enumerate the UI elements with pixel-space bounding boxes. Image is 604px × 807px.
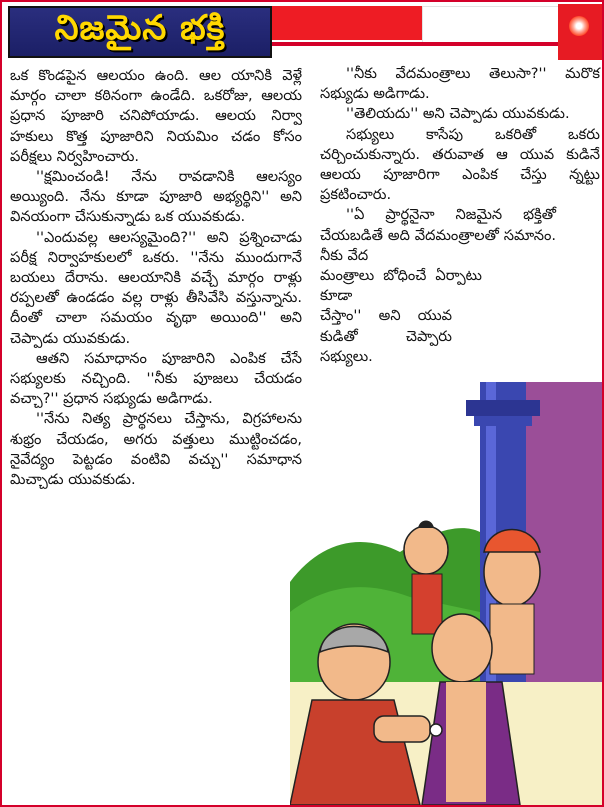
temple-illustration bbox=[290, 382, 602, 805]
left-column bbox=[10, 66, 302, 490]
right-column bbox=[320, 64, 600, 367]
paragraph: ''తెలియదు'' అని చెప్పాడు యువకుడు. bbox=[346, 105, 570, 123]
white-top-panel bbox=[422, 6, 560, 46]
sun-icon bbox=[569, 16, 589, 36]
corner-ornament bbox=[558, 4, 602, 60]
red-top-strip bbox=[272, 6, 422, 40]
paragraph: ఆతని సమాధానం పూజారిని ఎంపిక చేసే సభ్యులకు నచ్చింది. ''నీకు పూజలు చేయడం వచ్చా?'' ప్రధాన సభ్యుడు అడిగాడు. bbox=[10, 349, 302, 408]
paragraph: చేస్తాం'' అని యువ కుడితో చెప్పారు సభ్యులు. bbox=[320, 307, 452, 365]
paragraph: ''నీకు వేదమంత్రాలు తెలుసా?'' మరొక సభ్యుడు అడిగాడు. bbox=[320, 65, 600, 103]
header-bar bbox=[2, 2, 600, 60]
paragraph: సభ్యులు కాసేపు ఒకరితో ఒకరు చర్చించుకున్నారు. తరువాత ఆ యువ కుడినే ఆలయ పూజారిగా ఎంపిక చేస్తు న్నట్టు ప్రకటించారు. bbox=[320, 125, 600, 204]
paragraph: ''క్షమించండి! నేను రావడానికి ఆలస్యం అయ్యింది. నేను కూడా పూజారి అభ్యర్థిని'' అని వినయంగా చేసుకున్నాడు ఒక యువకుడు. bbox=[10, 168, 302, 226]
paragraph: మంత్రాలు బోధించే ఏర్పాటు కూడా bbox=[320, 267, 482, 305]
paragraph: ఒక కొండపైన ఆలయం ఉంది. ఆల యానికి వెళ్లే మార్గం చాలా కఠినంగా ఉండేది. ఒకరోజు, ఆలయ ప్రధాన పూజారి చనిపోయాడు. ఆలయ నిర్వా హకులు కొత్త పూజారిని నియమిం చడం కోసం పరీక్షలు నిర్వహించారు. bbox=[10, 67, 302, 165]
story-title: నిజమైన భక్తి bbox=[54, 8, 226, 48]
paragraph: ''నేను నిత్య ప్రార్థనలు చేస్తాను, విగ్రహాలను శుభ్రం చేయడం, అగరు వత్తులు ముట్టించడం, నైవేద్యం పెట్టడం వంటివి వచ్చు'' సమాధాన మిచ్చాడు యువకుడు. bbox=[10, 410, 302, 489]
paragraph: ''ఏ ప్రార్థనైనా నిజమైన భక్తితో చేయబడితే అది వేదమంత్రాలతో సమానం. నీకు వేద bbox=[320, 206, 556, 264]
title-box bbox=[8, 6, 272, 58]
red-rule bbox=[272, 42, 602, 46]
paragraph: ''ఎందువల్ల ఆలస్యమైంది?'' అని ప్రశ్నించాడు పరీక్ష నిర్వాహకులలో ఒకరు. ''నేను ముందుగానే బయలు దేరాను. ఆలయానికి వచ్చే మార్గం రాళ్లు రప్పలతో ఉండడం వల్ల రాళ్లు తీసివేసి వస్తున్నాను. దీంతో చాలా సమయం వృథా అయింది'' అని చెప్పాడు యువకుడు. bbox=[10, 228, 302, 347]
